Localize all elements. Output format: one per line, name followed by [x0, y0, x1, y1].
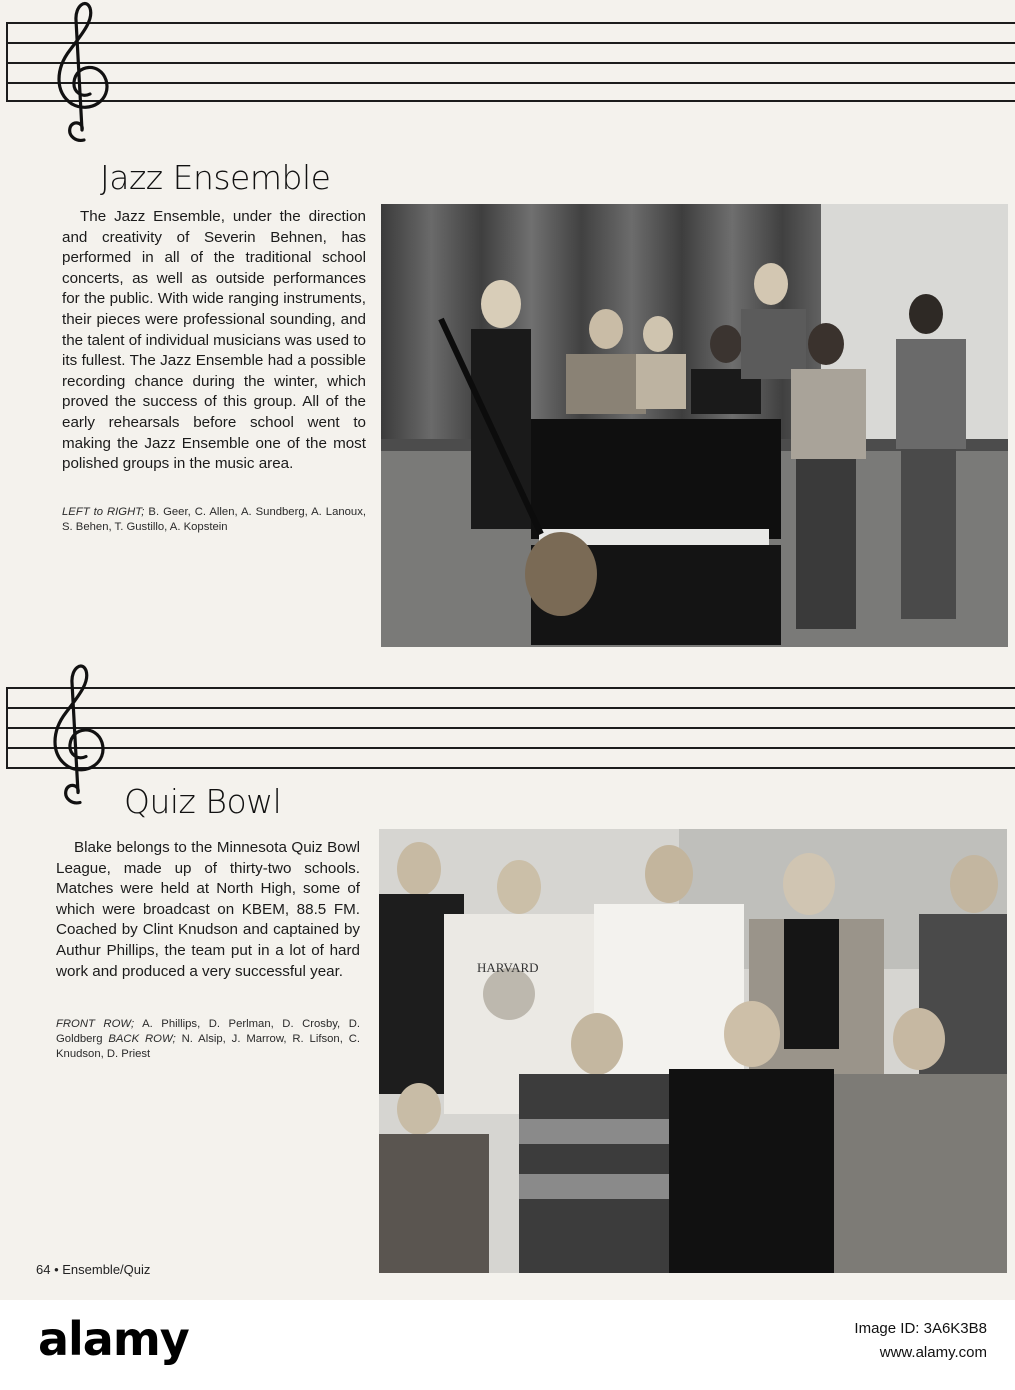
- back-row-label: BACK ROW;: [108, 1033, 176, 1045]
- music-staff-top: [0, 20, 1015, 110]
- quiz-bowl-caption: [56, 1017, 360, 1062]
- jazz-ensemble-caption: [62, 505, 366, 535]
- caption-names: B. Geer, C. Allen, A. Sundberg, A. Lanoux, S. Behen, T. Gustillo, A. Kopstein: [62, 506, 366, 533]
- quiz-bowl-photo: [379, 829, 1007, 1273]
- image-id-label: Image ID: 3A6K3B8: [854, 1320, 987, 1337]
- watermark-url: www.alamy.com: [879, 1344, 987, 1361]
- page-footer: 64 • Ensemble/Quiz: [36, 1262, 151, 1277]
- treble-clef-icon: [46, 0, 116, 145]
- quiz-bowl-title: Quiz Bowl: [124, 782, 282, 821]
- quiz-bowl-body: Blake belongs to the Minnesota Quiz Bowl League, made up of thirty-two schools. Matches were held at North High, some of which were broadcast on KBEM, 88.5 FM. Coached by Clint Knudson and captained by Authur Phillips, the team put in a lot of hard work and produced a very successful year.: [56, 839, 360, 980]
- back-row-names: N. Alsip, J. Marrow, R. Lifson, C. Knudson, D. Priest: [56, 1033, 360, 1060]
- jazz-photo-illustration: [381, 204, 1008, 647]
- quiz-photo-illustration: [379, 829, 1007, 1273]
- jazz-ensemble-body: The Jazz Ensemble, under the direction and creativity of Severin Behnen, has performed in all of the traditional school concerts, as well as outside performances for the public. With wide ranging instruments, their pieces were professional sounding, and the talent of individual musicians was used to its fullest. The Jazz Ensemble had a possible recording chance during the winter, which proved the success of this group. All of the early rehearsals before school went to making the Jazz Ensemble one of the most polished groups in the music area.: [62, 208, 366, 473]
- jazz-ensemble-photo: [381, 204, 1008, 647]
- treble-clef-icon: [42, 660, 112, 810]
- caption-label: LEFT to RIGHT;: [62, 506, 145, 518]
- jazz-ensemble-title: Jazz Ensemble: [100, 158, 331, 197]
- music-staff-bottom: [0, 685, 1015, 775]
- front-row-names: A. Phillips, D. Perlman, D. Crosby, D. Goldberg: [56, 1018, 361, 1045]
- front-row-label: FRONT ROW;: [56, 1018, 135, 1030]
- harvard-sweater-text: HARVARD: [477, 960, 539, 975]
- alamy-logo: alamy: [38, 1312, 189, 1366]
